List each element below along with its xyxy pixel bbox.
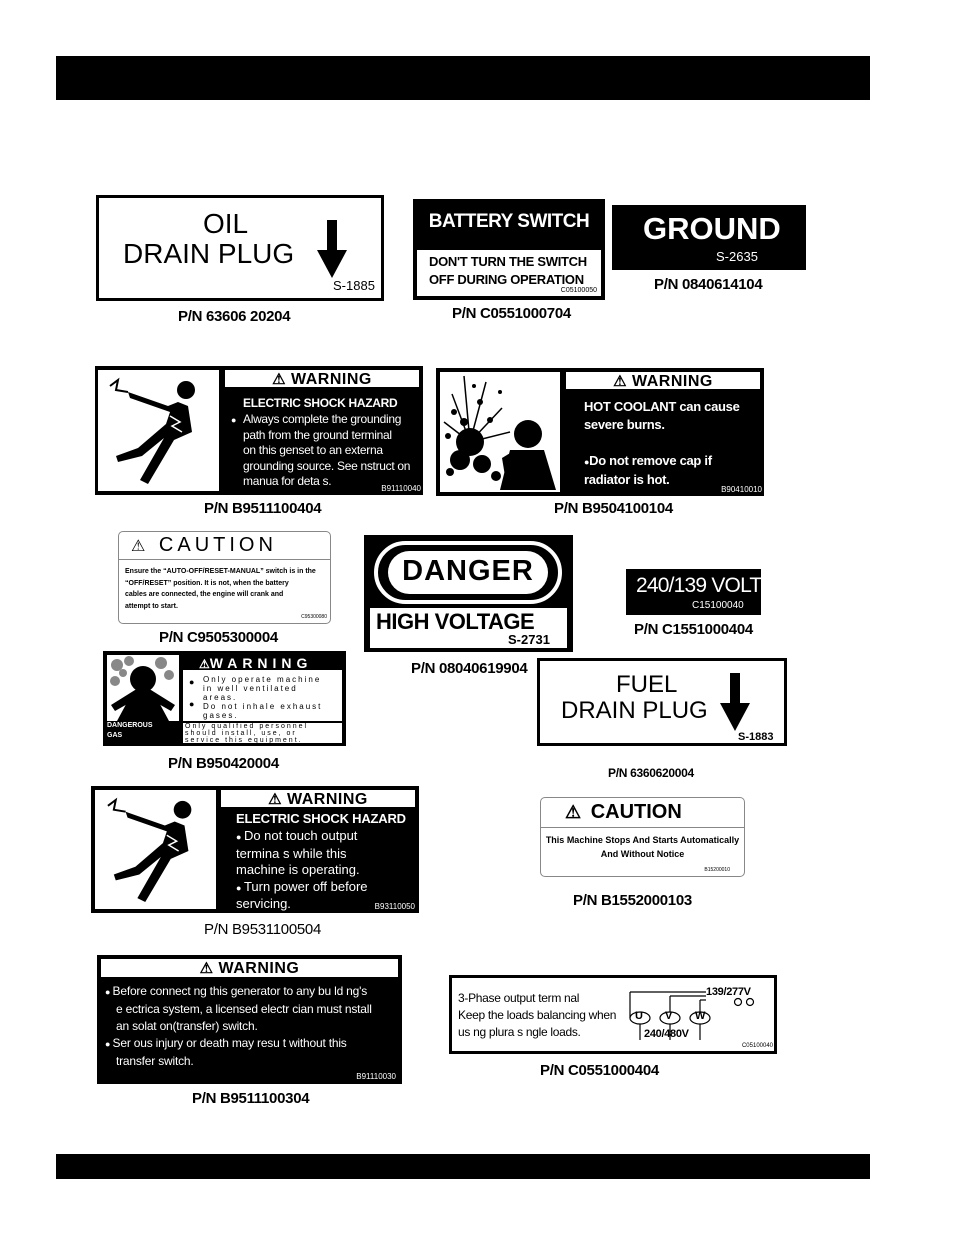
caution-auto-start-decal (540, 797, 745, 877)
three-phase-output-decal (449, 975, 777, 1054)
phase-code: C05100040 (741, 1043, 773, 1049)
transfer-header: WARNING (218, 960, 300, 977)
gas-q3: service this equipment. (185, 737, 303, 744)
battery-title: BATTERY SWITCH (428, 211, 590, 232)
volt-decal (626, 569, 761, 615)
warning-triangle-icon: ⚠ (131, 538, 150, 555)
transfer-b2b: transfer switch. (116, 1054, 194, 1068)
down-arrow-icon (317, 220, 347, 278)
battery-line1: DON'T TURN THE SWITCH (429, 254, 587, 269)
shock1-line: grounding source. See nstruct on (243, 458, 411, 473)
battery-switch-decal (413, 199, 605, 300)
shock1-line: path from the ground terminal (243, 427, 392, 442)
fuel-drain-plug-decal (537, 658, 787, 746)
ground-code: S-2635 (716, 249, 758, 264)
gas-b1c: areas. (203, 693, 238, 702)
hot-coolant-spray-icon (440, 372, 560, 492)
volt-pn: P/N C1551000404 (634, 621, 753, 638)
oil-line1: OIL (203, 208, 249, 239)
battery-line2: OFF DURING OPERATION (429, 272, 584, 287)
down-arrow-icon (720, 673, 750, 731)
bullet-icon: ● (189, 699, 195, 709)
transfer-b1a: Before connect ng this generator to any bu ld ng's (112, 984, 368, 998)
transfer-b1c: an solat on(transfer) switch. (116, 1019, 258, 1033)
gas-side2: GAS (107, 732, 123, 739)
gas-header: WARNING (209, 655, 313, 671)
warning-triangle-icon: ⚠ (613, 373, 628, 390)
shock1-header: WARNING (291, 371, 372, 388)
ground-decal (612, 205, 806, 270)
fuel-drain-pn: P/N 6360620004 (608, 766, 694, 780)
phase-line3: us ng plura s ngle loads. (458, 1025, 581, 1039)
shock2-b2b: servicing. (236, 896, 291, 911)
phase-u: U (635, 1010, 643, 1022)
caution2-header: CAUTION (590, 801, 682, 823)
electric-shock-person-icon (108, 376, 213, 486)
caution2-pn: P/N B1552000103 (573, 892, 692, 909)
phase-line2: Keep the loads balancing when (458, 1008, 617, 1022)
caution2-line1: This Machine Stops And Starts Automatically (545, 835, 740, 845)
gas-b2b: gases. (203, 711, 239, 720)
gas-side1: DANGEROUS (107, 722, 153, 729)
volt-code: C15100040 (692, 600, 744, 611)
shock1-line: manua for deta s. (243, 474, 332, 488)
danger-title: DANGER (402, 555, 534, 587)
danger-pn: P/N 08040619904 (411, 660, 528, 677)
caution2-line2: And Without Notice (600, 849, 685, 859)
gas-q1: Only qualified personnel (185, 723, 309, 730)
phase-v1: 139/277V (706, 986, 751, 998)
ground-pn: P/N 0840614104 (654, 276, 763, 293)
coolant-bullet2: radiator is hot. (584, 472, 670, 487)
oil-code: S-1885 (333, 278, 375, 293)
danger-high-voltage-decal (364, 535, 573, 652)
danger-code: S-2731 (508, 632, 550, 647)
fuel-code: S-1883 (738, 731, 774, 743)
dangerous-gas-decal (103, 651, 346, 746)
warning-triangle-icon: ⚠ (565, 802, 582, 822)
caution2-code: B15200010 (704, 867, 730, 873)
battery-code: C05100050 (560, 287, 597, 294)
shock2-header: WARNING (287, 791, 368, 808)
caution1-line: cables are connected, the engine will crank and (125, 591, 284, 598)
caution1-pn: P/N C9505300004 (159, 629, 278, 646)
shock2-code: B93110050 (374, 902, 415, 911)
shock1-title: ELECTRIC SHOCK HAZARD (243, 396, 398, 410)
shock2-b2a: Turn power off before (243, 878, 368, 894)
electric-shock-person-icon (105, 796, 210, 904)
shock2-title: ELECTRIC SHOCK HAZARD (236, 811, 406, 826)
danger-sub: HIGH VOLTAGE (376, 609, 535, 634)
bullet-icon: ● (584, 457, 590, 467)
phase-v: V (665, 1010, 673, 1022)
phase-v2: 240/480V (644, 1028, 689, 1040)
bullet-icon: ● (236, 832, 244, 842)
electric-shock-decal-1 (95, 366, 423, 495)
caution-auto-off-decal (118, 531, 331, 624)
warning-triangle-icon: ⚠ (268, 791, 283, 808)
oil-drain-pn: P/N 63606 20204 (178, 308, 291, 325)
transfer-switch-warning-decal (97, 955, 402, 1084)
fuel-line2: DRAIN PLUG (561, 697, 708, 724)
coolant-code: B90410010 (721, 485, 762, 494)
transfer-code: B91110030 (356, 1072, 396, 1081)
warning-triangle-icon: ⚠ (272, 371, 287, 388)
bullet-icon: ● (105, 987, 113, 997)
toxic-gas-person-icon (107, 655, 179, 721)
gas-b1b: in well ventilated (203, 684, 298, 693)
warning-triangle-icon: ⚠ (199, 657, 210, 671)
gas-b1a: Only operate machine (203, 675, 322, 684)
footer-bar (56, 1154, 870, 1179)
volt-title: 240/139 VOLT (636, 574, 762, 597)
coolant-pn: P/N B9504100104 (554, 500, 673, 517)
coolant-line1: HOT COOLANT can cause (584, 399, 740, 414)
transfer-b1b: e ectrica system, a licensed electr cian must nstall (116, 1002, 372, 1016)
coolant-line2: severe burns. (584, 417, 665, 432)
shock2-b1a: Do not touch output (243, 828, 358, 843)
ground-title: GROUND (643, 211, 781, 246)
bullet-icon: ● (236, 882, 244, 893)
bullet-icon: ● (189, 677, 195, 687)
transfer-b2a: Ser ous injury or death may resu t without this (112, 1036, 347, 1050)
battery-switch-pn: P/N C0551000704 (452, 305, 571, 322)
header-bar (56, 56, 870, 100)
fuel-line1: FUEL (616, 671, 678, 698)
hot-coolant-decal (436, 368, 764, 496)
caution1-code: C95300080 (301, 614, 327, 620)
shock1-line: ● Always complete the grounding (243, 412, 410, 428)
caution1-line: Ensure the “AUTO-OFF/RESET-MANUAL” switch is in the (125, 568, 316, 575)
gas-pn: P/N B950420004 (168, 755, 279, 772)
coolant-header: WARNING (632, 373, 713, 390)
shock1-code: B91110040 (381, 484, 421, 493)
shock2-b1b: termina s while this (236, 845, 347, 861)
oil-line2: DRAIN PLUG (123, 238, 295, 269)
caution1-header: CAUTION (158, 534, 277, 556)
phase-pn: P/N C0551000404 (540, 1062, 659, 1079)
phase-line1: 3-Phase output term nal (458, 991, 580, 1005)
shock1-line: on this genset to an externa (243, 443, 383, 457)
transfer-pn: P/N B9511100304 (192, 1090, 310, 1107)
shock2-pn: P/N B9531100504 (204, 921, 321, 938)
shock1-pn: P/N B9511100404 (204, 500, 322, 517)
bullet-icon: ● (105, 1039, 113, 1049)
oil-drain-plug-decal (96, 195, 384, 301)
caution1-line: “OFF/RESET” position. It is not, when the battery (125, 579, 289, 587)
electric-shock-decal-2 (91, 786, 419, 913)
coolant-bullet1: Do not remove cap if (589, 453, 712, 468)
phase-w: W (695, 1010, 706, 1022)
gas-q2: should install, use, or (185, 730, 297, 737)
shock2-b1c: machine is operating. (236, 862, 360, 877)
caution1-line: attempt to start. (125, 602, 178, 610)
warning-triangle-icon: ⚠ (199, 960, 214, 977)
gas-b2a: Do not inhale exhaust (203, 702, 323, 711)
